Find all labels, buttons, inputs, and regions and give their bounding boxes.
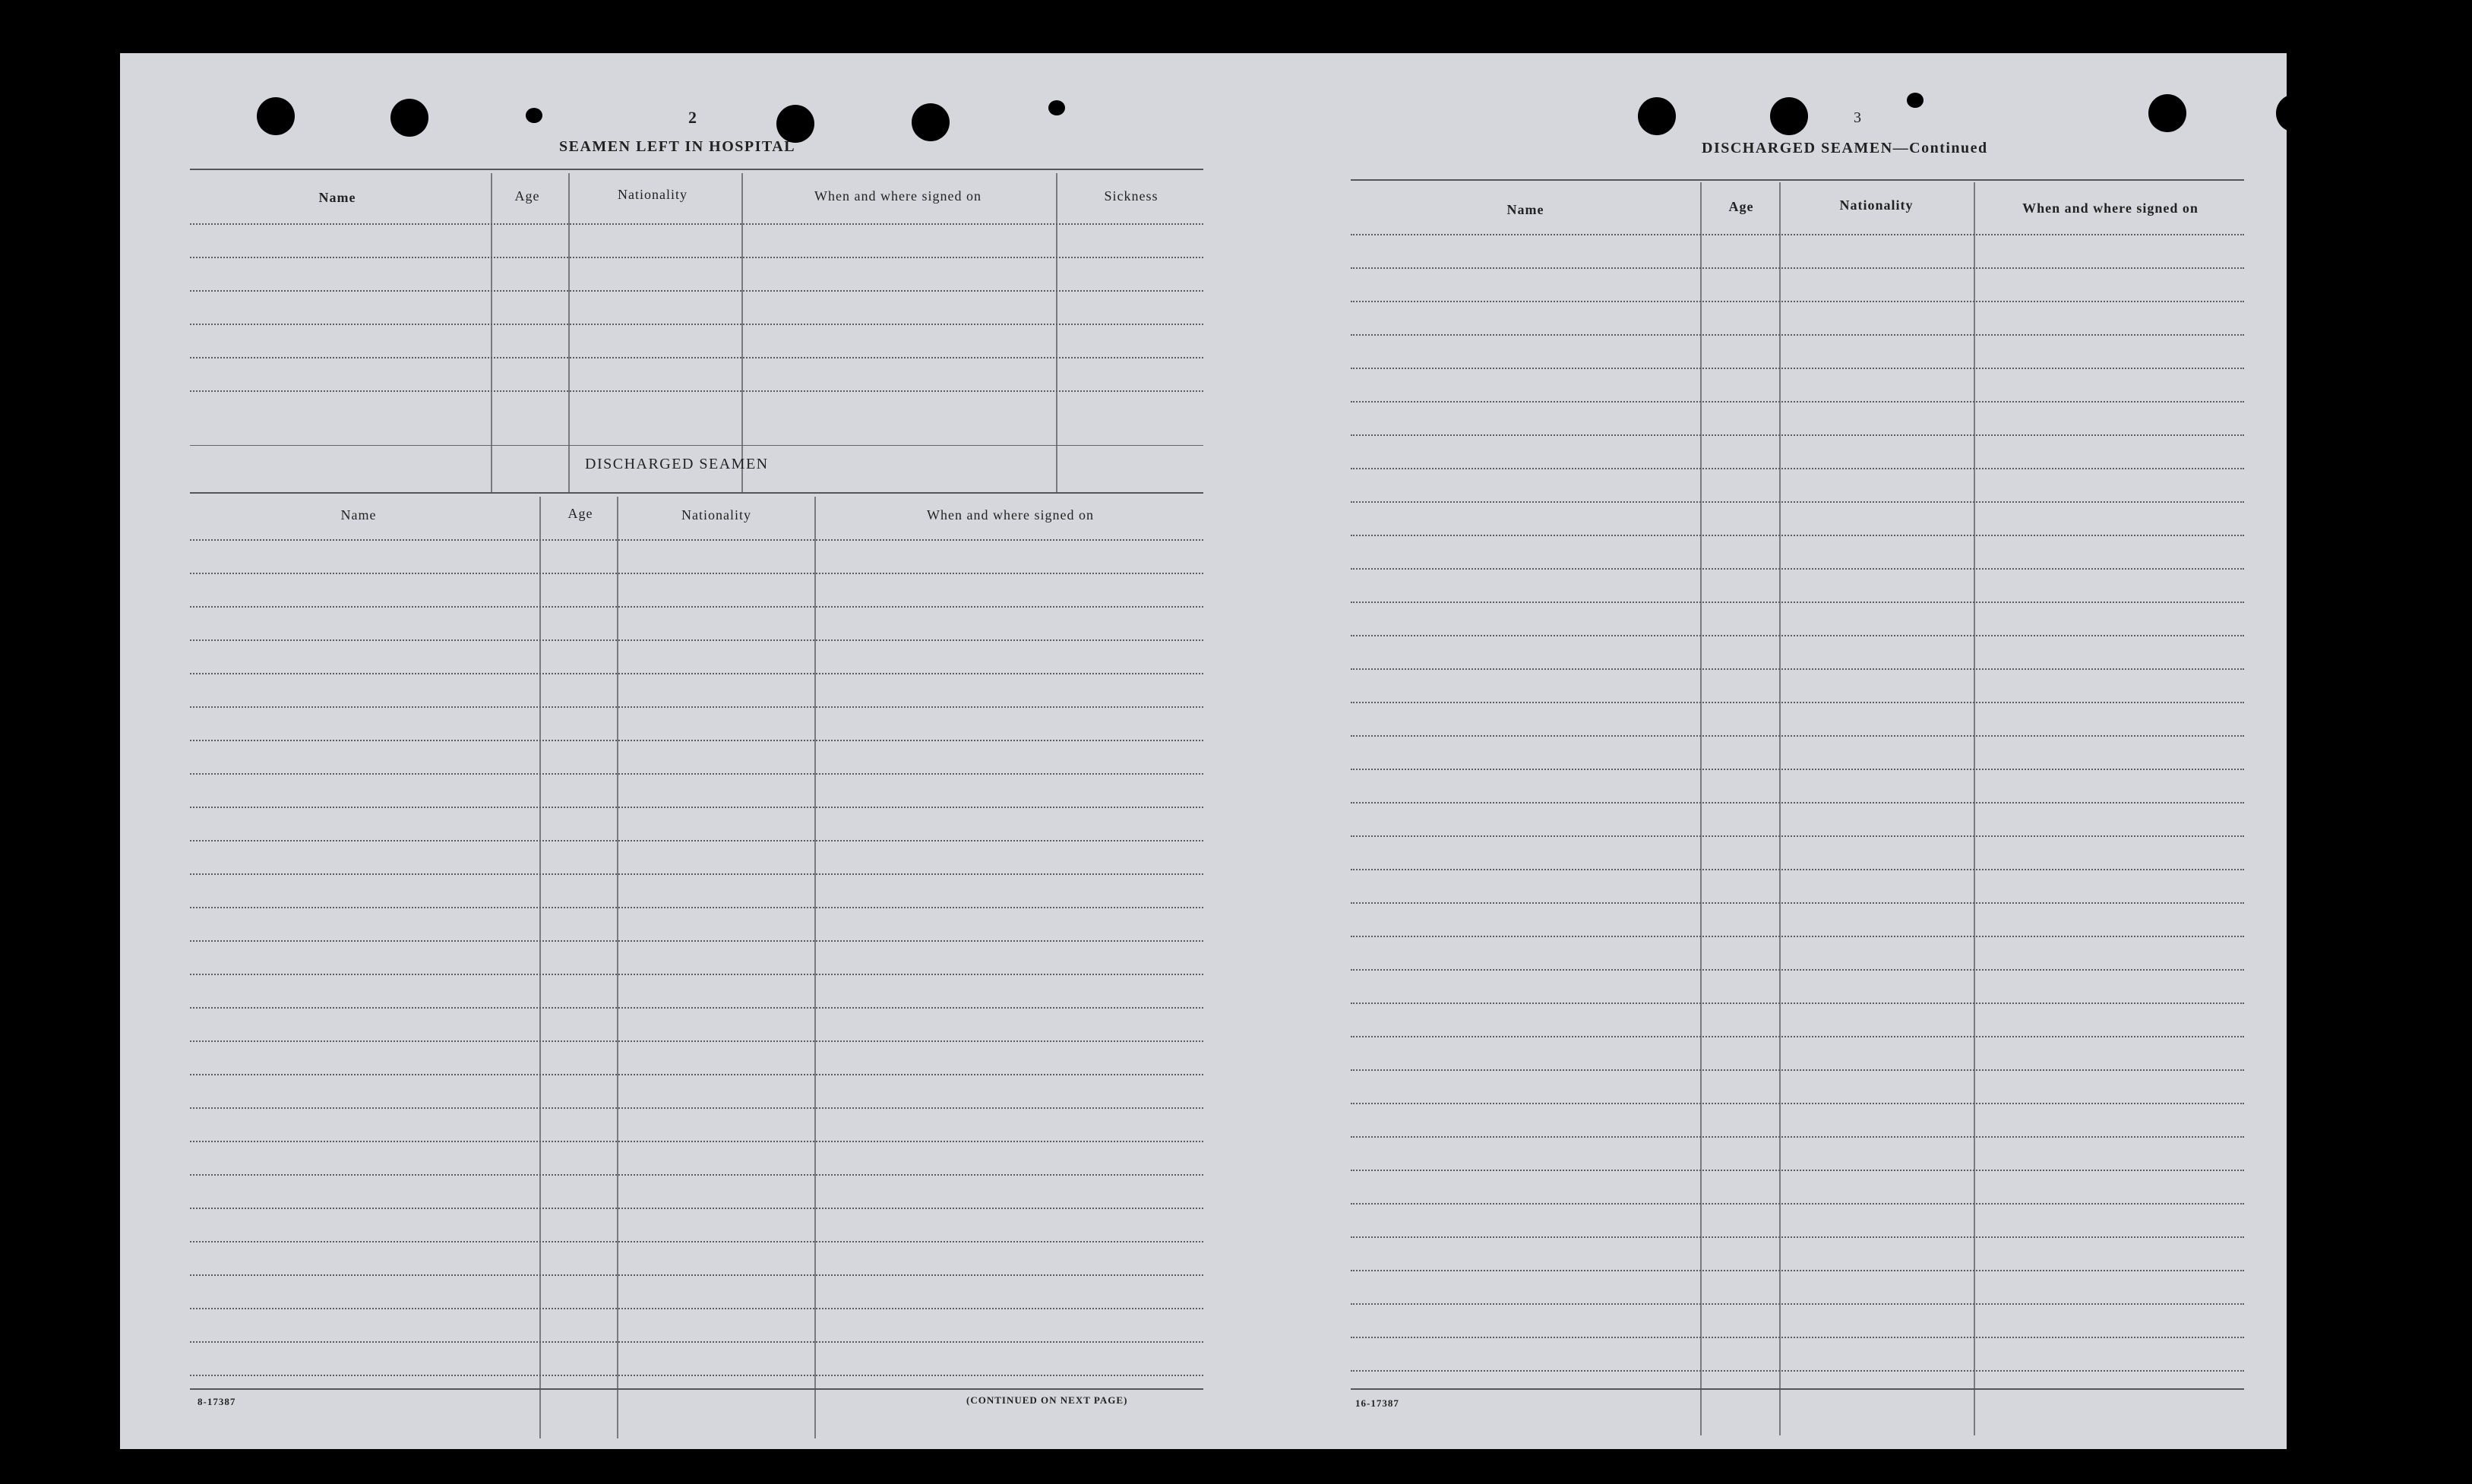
punch-hole xyxy=(2276,94,2314,132)
discharged-col-signed-on: When and where signed on xyxy=(927,507,1094,523)
punch-hole xyxy=(776,105,814,143)
punch-hole xyxy=(526,108,542,123)
divider xyxy=(1351,179,2244,181)
form-row-line xyxy=(1351,568,2244,570)
form-row-line xyxy=(1351,1337,2244,1338)
discharged-col-nationality: Nationality xyxy=(681,507,751,523)
form-row-line xyxy=(190,1241,1203,1242)
form-row-line xyxy=(1351,1170,2244,1171)
form-row-line xyxy=(1351,668,2244,670)
form-row-line xyxy=(1351,334,2244,336)
form-row-line xyxy=(190,290,1203,292)
punch-hole xyxy=(2148,94,2186,132)
divider xyxy=(1351,1388,2244,1390)
divider xyxy=(190,445,1203,446)
form-row-line xyxy=(1351,936,2244,937)
continued-note: (CONTINUED ON NEXT PAGE) xyxy=(966,1394,1128,1406)
form-row-line xyxy=(190,1308,1203,1309)
form-row-line xyxy=(1351,735,2244,737)
form-row-line xyxy=(1351,902,2244,904)
form-number: 16-17387 xyxy=(1355,1397,1399,1409)
punch-hole xyxy=(257,97,295,135)
discharged-section-title: DISCHARGED SEAMEN xyxy=(585,456,769,472)
form-row-line xyxy=(1351,301,2244,302)
divider xyxy=(190,169,1203,170)
form-row-line xyxy=(190,390,1203,392)
discharged-col-name: Name xyxy=(340,507,377,523)
form-row-line xyxy=(1351,434,2244,436)
punch-hole xyxy=(912,103,950,141)
form-row-line xyxy=(1351,1002,2244,1004)
form-row-line xyxy=(190,539,1203,541)
form-row-line xyxy=(1351,1203,2244,1205)
divider xyxy=(190,492,1203,494)
page-number: 3 xyxy=(1854,109,1861,126)
form-row-line xyxy=(190,257,1203,258)
form-row-line xyxy=(190,606,1203,608)
form-row-line xyxy=(1351,234,2244,235)
form-row-line xyxy=(190,1341,1203,1343)
hospital-section-title: SEAMEN LEFT IN HOSPITAL xyxy=(559,138,796,155)
form-row-line xyxy=(1351,401,2244,403)
page-number: 2 xyxy=(688,108,697,127)
punch-hole xyxy=(1770,97,1808,135)
column-divider xyxy=(741,173,743,492)
form-row-line xyxy=(190,907,1203,908)
form-row-line xyxy=(190,940,1203,942)
continued-col-nationality: Nationality xyxy=(1839,197,1914,213)
punch-hole xyxy=(1907,93,1924,108)
form-row-line xyxy=(190,324,1203,325)
punch-hole xyxy=(390,99,428,137)
column-divider xyxy=(568,173,570,492)
form-row-line xyxy=(190,740,1203,741)
form-row-line xyxy=(1351,1036,2244,1037)
form-row-line xyxy=(1351,1270,2244,1271)
form-row-line xyxy=(190,1274,1203,1276)
discharged-continued-title: DISCHARGED SEAMEN—Continued xyxy=(1702,140,1988,156)
form-row-line xyxy=(1351,802,2244,804)
form-row-line xyxy=(190,673,1203,674)
hospital-col-signed-on: When and where signed on xyxy=(814,188,982,204)
hospital-col-name: Name xyxy=(318,190,356,205)
form-row-line xyxy=(190,1208,1203,1209)
column-divider xyxy=(1974,182,1975,1435)
form-row-line xyxy=(190,974,1203,975)
continued-col-age: Age xyxy=(1728,199,1754,214)
form-row-line xyxy=(190,773,1203,775)
form-row-line xyxy=(1351,1236,2244,1238)
discharged-col-age: Age xyxy=(567,506,593,521)
column-divider xyxy=(1056,173,1057,492)
punch-hole xyxy=(1048,100,1065,115)
form-row-line xyxy=(1351,1303,2244,1305)
hospital-col-sickness: Sickness xyxy=(1104,188,1159,204)
form-row-line xyxy=(190,1007,1203,1009)
form-row-line xyxy=(1351,535,2244,536)
form-row-line xyxy=(1351,1136,2244,1138)
form-row-line xyxy=(1351,969,2244,971)
form-row-line xyxy=(190,873,1203,875)
form-row-line xyxy=(1351,869,2244,870)
column-divider xyxy=(1779,182,1781,1435)
column-divider xyxy=(491,173,492,492)
form-row-line xyxy=(190,357,1203,358)
form-row-line xyxy=(190,1107,1203,1109)
form-sheet xyxy=(120,53,2287,1449)
form-row-line xyxy=(190,1174,1203,1176)
form-number: 8-17387 xyxy=(198,1396,236,1407)
hospital-col-age: Age xyxy=(514,188,540,204)
form-row-line xyxy=(1351,1103,2244,1104)
form-row-line xyxy=(190,1141,1203,1142)
form-row-line xyxy=(1351,601,2244,603)
divider xyxy=(190,1388,1203,1390)
column-divider xyxy=(1700,182,1702,1435)
continued-col-name: Name xyxy=(1506,202,1544,217)
form-row-line xyxy=(1351,501,2244,503)
form-row-line xyxy=(190,1040,1203,1042)
form-row-line xyxy=(190,840,1203,841)
form-row-line xyxy=(190,223,1203,225)
form-row-line xyxy=(1351,702,2244,703)
form-row-line xyxy=(1351,769,2244,770)
column-divider xyxy=(814,497,816,1438)
form-row-line xyxy=(190,639,1203,641)
form-row-line xyxy=(190,573,1203,574)
form-row-line xyxy=(190,1375,1203,1376)
form-row-line xyxy=(190,1074,1203,1075)
form-row-line xyxy=(1351,368,2244,369)
form-row-line xyxy=(190,706,1203,708)
punch-hole xyxy=(1638,97,1676,135)
continued-col-signed-on: When and where signed on xyxy=(2022,200,2199,216)
form-row-line xyxy=(190,807,1203,808)
form-row-line xyxy=(1351,835,2244,837)
form-row-line xyxy=(1351,1370,2244,1372)
hospital-col-nationality: Nationality xyxy=(618,187,688,202)
form-row-line xyxy=(1351,267,2244,269)
form-row-line xyxy=(1351,635,2244,636)
form-row-line xyxy=(1351,468,2244,469)
column-divider xyxy=(539,497,541,1438)
column-divider xyxy=(617,497,618,1438)
form-row-line xyxy=(1351,1069,2244,1071)
